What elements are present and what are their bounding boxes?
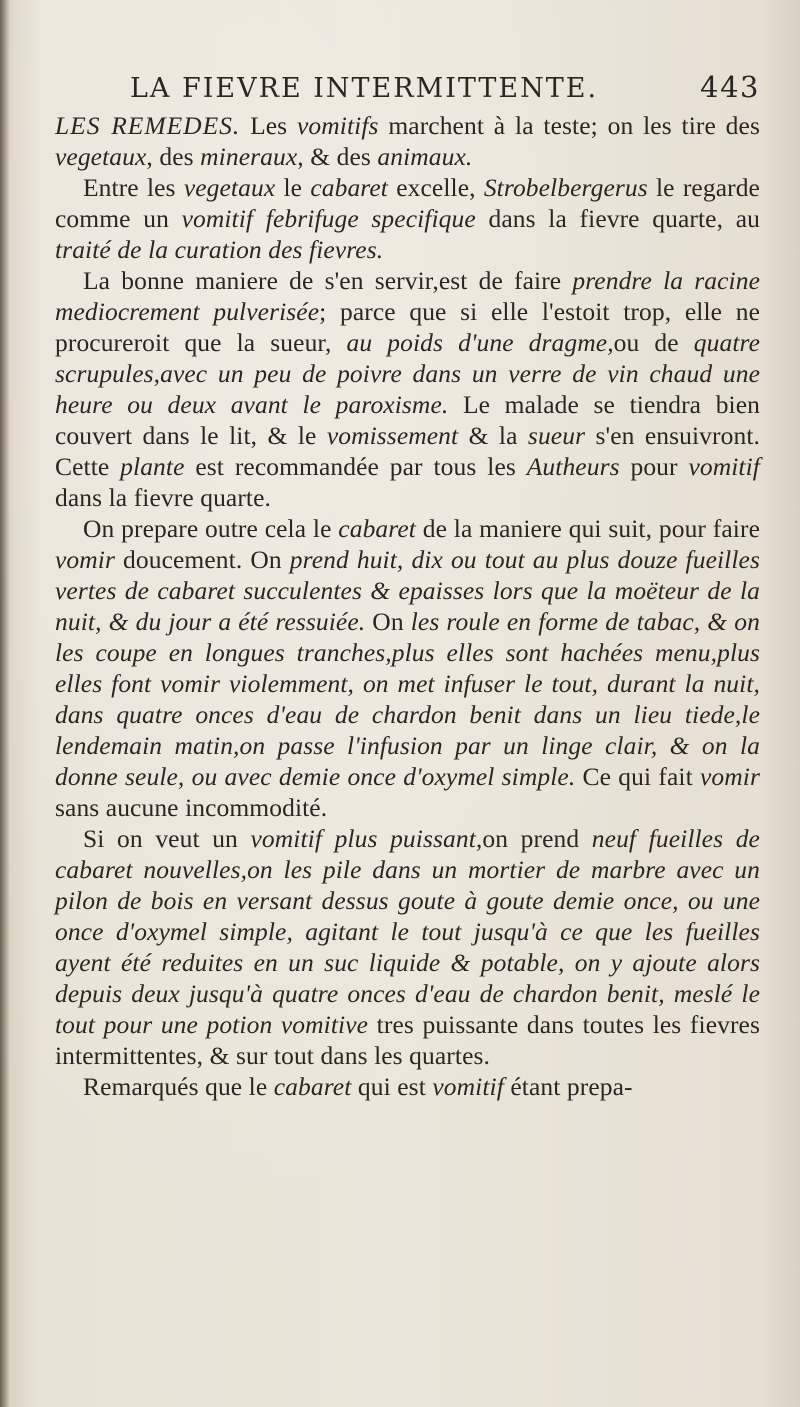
text-run: le regarde comme un bbox=[55, 173, 760, 233]
text-run: on prend bbox=[482, 824, 592, 853]
italic-run: Autheurs bbox=[526, 452, 620, 481]
text-run: s'en ensuivront. Cette bbox=[55, 421, 760, 481]
paragraph bbox=[55, 172, 760, 265]
text-run: de la maniere qui suit, pour faire bbox=[415, 514, 760, 543]
text-run: est recommandée par tous les bbox=[184, 452, 527, 481]
text-run: le bbox=[275, 173, 311, 202]
body-text bbox=[55, 110, 760, 1102]
italic-run: prend huit, dix ou tout au plus douze fueilles vertes de cabaret succulentes & epaisses lors que la moëteur de la nuit, & du jour a été ressuiée. bbox=[55, 545, 760, 636]
paragraph bbox=[55, 265, 760, 513]
text-run: Les bbox=[240, 111, 297, 140]
text-run: On prepare outre cela le bbox=[83, 514, 339, 543]
text-run: ou de bbox=[613, 328, 694, 357]
text-run: pour bbox=[619, 452, 689, 481]
italic-run: sueur bbox=[527, 421, 586, 450]
text-run: doucement. On bbox=[115, 545, 290, 574]
italic-run: vomissement bbox=[326, 421, 459, 450]
italic-run: au poids d'une dragme, bbox=[346, 328, 614, 357]
italic-run: animaux. bbox=[377, 142, 473, 171]
italic-run: vegetaux bbox=[55, 142, 147, 171]
italic-run: vomir bbox=[699, 762, 760, 791]
text-run: Entre les bbox=[83, 173, 184, 202]
italic-run: plante bbox=[120, 452, 185, 481]
paragraph bbox=[55, 823, 760, 1071]
text-run: dans la fievre quarte. bbox=[55, 483, 272, 512]
italic-run: vomir bbox=[55, 545, 115, 574]
italic-run: Strobelbergerus bbox=[483, 173, 648, 202]
text-run: & la bbox=[458, 421, 528, 450]
text-run: , & des bbox=[297, 142, 378, 171]
italic-run: les roule en forme de tabac, & on les coupe en longues tranches,plus elles sont hachées menu,plus elles font vomir violemment, on met infuser le tout, durant la nuit, dans quatre onces d'eau de chardon benit dans un lieu tiede,le lendemain matin,on passe l'infusion par un linge clair, & on la donne seule, ou avec demie once d'oxymel simple. bbox=[55, 607, 760, 791]
text-run: tres puissante dans toutes les fievres intermittentes, & sur tout dans les quartes. bbox=[55, 1010, 760, 1070]
text-run: La bonne maniere de s'en servir,est de faire bbox=[83, 266, 573, 295]
italic-run: quatre scrupules,avec un peu de poivre dans un verre de vin chaud une heure ou deux avant le paroxisme. bbox=[55, 328, 760, 419]
text-run: Le malade se tiendra bien couvert dans le lit, & le bbox=[55, 390, 760, 450]
running-title: LA FIEVRE INTERMITTENTE. bbox=[130, 73, 599, 104]
running-header bbox=[55, 70, 760, 104]
italic-run: traité de la curation des fievres. bbox=[55, 235, 384, 264]
italic-run: vegetaux bbox=[183, 173, 276, 202]
italic-run: LES REMEDES. bbox=[55, 111, 241, 140]
italic-run: cabaret bbox=[310, 173, 388, 202]
text-run: Remarqués que le bbox=[83, 1072, 274, 1101]
italic-run: vomitif bbox=[432, 1072, 504, 1101]
text-run: Si on veut un bbox=[83, 824, 251, 853]
paragraph bbox=[55, 110, 760, 172]
text-run: sans aucune incommodité. bbox=[55, 793, 328, 822]
text-run: étant prepa- bbox=[503, 1072, 633, 1101]
text-run: On bbox=[365, 607, 411, 636]
page-number: 443 bbox=[700, 70, 760, 104]
paragraph bbox=[55, 1071, 760, 1102]
italic-run: vomitif plus puissant, bbox=[250, 824, 483, 853]
italic-run: cabaret bbox=[273, 1072, 352, 1101]
italic-run: cabaret bbox=[338, 514, 416, 543]
italic-run: vomitif bbox=[688, 452, 760, 481]
text-run: excelle, bbox=[387, 173, 484, 202]
text-run: ; parce que si elle l'estoit trop, elle ne procureroit que la sueur, bbox=[55, 297, 760, 357]
text-run: , des bbox=[146, 142, 201, 171]
italic-run: vomitifs bbox=[297, 111, 379, 140]
text-run: qui est bbox=[351, 1072, 433, 1101]
italic-run: neuf fueilles de cabaret nouvelles,on les pile dans un mortier de marbre avec un pilon de bois en versant dessus goute à goute demie once, ou une once d'oxymel simple, agitant le tout jusqu'à ce que les fueilles ayent été reduites en un suc liquide & potable, on y ajoute alors depuis deux jusqu'à quatre onces d'eau de chardon benit, meslé le tout pour une potion vomitive bbox=[55, 824, 760, 1039]
italic-run: vomitif febrifuge specifique bbox=[181, 204, 476, 233]
text-run: dans la fievre quarte, au bbox=[475, 204, 760, 233]
italic-run: mineraux bbox=[200, 142, 298, 171]
text-run: marchent à la teste; on les tire des bbox=[378, 111, 760, 140]
paragraph bbox=[55, 513, 760, 823]
italic-run: prendre la racine mediocrement pulverisée bbox=[55, 266, 760, 326]
text-run: Ce qui fait bbox=[575, 762, 700, 791]
